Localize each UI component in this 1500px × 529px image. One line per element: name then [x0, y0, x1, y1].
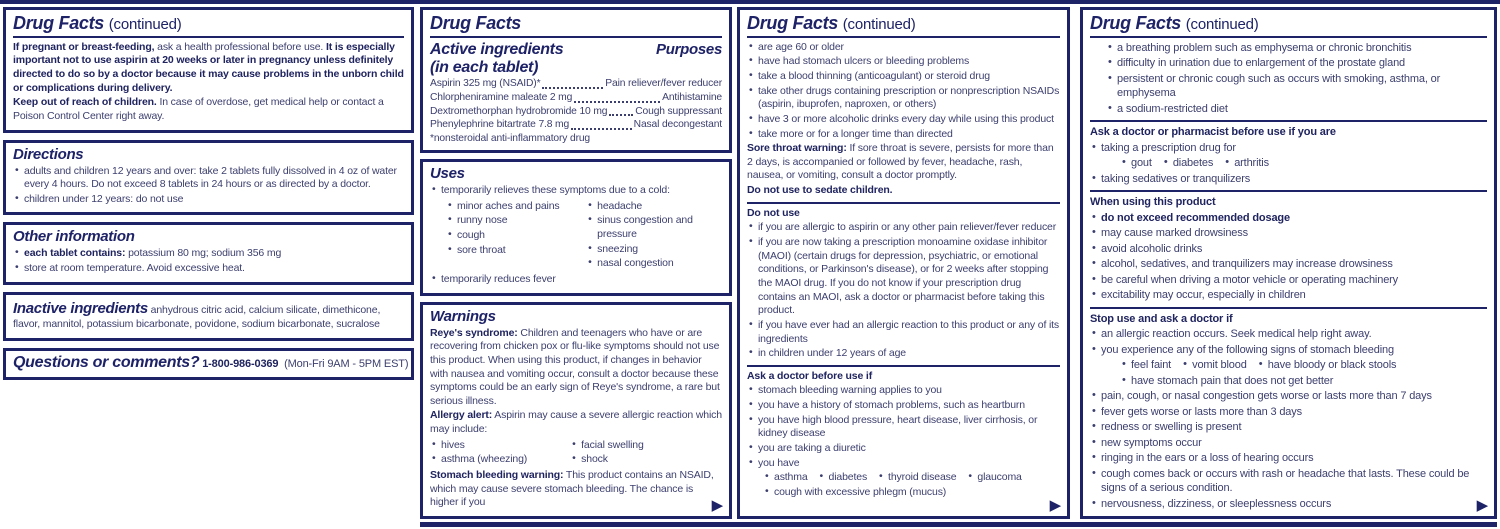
list-item: • if you are allergic to aspirin or any other pain reliever/fever reducer — [747, 221, 1060, 235]
panel3-box — [737, 7, 1070, 519]
list-item: • you experience any of the following signs of stomach bleeding — [1090, 343, 1487, 358]
bottom-edge-bar — [420, 522, 1497, 527]
panel-2 — [420, 7, 732, 519]
purposes-heading: Purposes — [656, 40, 722, 58]
list-item: • thyroid disease — [877, 471, 956, 485]
list-item: • pain, cough, or nasal congestion gets worse or lasts more than 7 days — [1090, 389, 1487, 404]
uses-heading: Uses — [430, 165, 465, 183]
conditions-continued-list — [1106, 41, 1487, 117]
panel3-title-suffix: (continued) — [842, 16, 916, 33]
reyes-syndrome-text: Reye's syndrome: Children and teenagers who have or are recovering from chicken pox or flu-like symptoms should not use this product. When using this product, if changes in behavior with nausea and vomiting occur, consult a doctor because these symptoms could be an early sign of Reye's syndrome, a rare but serious illness. — [430, 326, 720, 407]
allergy-col2 — [570, 438, 722, 468]
dotted-leader — [542, 87, 603, 89]
list-item: • take more or for a longer time than directed — [747, 128, 1060, 142]
list-item: • a sodium-restricted diet — [1106, 102, 1487, 117]
list-item: • have bloody or black stools — [1257, 358, 1397, 372]
list-item: • sneezing — [586, 243, 722, 257]
section-rule — [1090, 307, 1487, 309]
stop-use-list-a — [1090, 327, 1487, 357]
list-item: • headache — [586, 200, 722, 214]
drug-inline-list — [1120, 156, 1487, 170]
bleeding-risk-list — [747, 41, 1060, 141]
active-ingredients-heading: Active ingredients (in each tablet) — [430, 40, 564, 77]
questions-line: Questions or comments? 1-800-986-0369 (Mon-Fri 9AM - 5PM EST) — [13, 353, 409, 371]
panel-4 — [1080, 7, 1497, 519]
list-item: • temporarily reduces fever — [430, 273, 722, 287]
title-rule — [747, 36, 1060, 38]
ingredient-row: Phenylephrine bitartrate 7.8 mg Nasal decongestant — [430, 119, 722, 131]
stomach-bleeding-warning-text: Stomach bleeding warning: This product contains an NSAID, which may cause severe stomach bleeding. The chance is higher if you — [430, 469, 714, 509]
allergy-symptom-columns — [430, 438, 722, 468]
list-item: • avoid alcoholic drinks — [1090, 242, 1487, 257]
list-item: • feel faint — [1120, 358, 1171, 372]
bleeding-signs-extra — [1120, 374, 1487, 389]
list-item: • cough — [446, 229, 586, 243]
panel-1 — [3, 7, 414, 380]
list-item: • diabetes — [1162, 156, 1213, 170]
ask-doctor-list — [747, 384, 1060, 470]
do-not-use-list — [747, 221, 1060, 360]
list-item: • nervousness, dizziness, or sleeplessness occurs — [1090, 497, 1487, 512]
ask-doctor-heading: Ask a doctor before use if — [747, 369, 873, 382]
dotted-leader — [571, 128, 632, 130]
panel1-title: Drug Facts (continued) — [13, 13, 182, 33]
directions-list — [13, 165, 404, 207]
list-item: • fever gets worse or lasts more than 3 days — [1090, 405, 1487, 420]
list-item: • you have — [747, 457, 1060, 471]
symptoms-col2 — [586, 199, 722, 272]
title-rule — [1090, 36, 1487, 38]
section-rule — [1090, 120, 1487, 122]
list-item: • have 3 or more alcoholic drinks every day while using this product — [747, 113, 1060, 127]
conditions-extra — [763, 486, 1060, 500]
section-rule — [747, 365, 1060, 367]
list-item: • diabetes — [818, 471, 868, 485]
list-item: • if you are now taking a prescription monoamine oxidase inhibitor (MAOI) (certain drugs for depression, psychiatric, or emotional conditions, or Parkinson's disease), or for 2 weeks after stopping the MAOI drug. If you do not know if your prescription drug contains an MAOI, ask a doctor or pharmacist before taking this product. — [747, 236, 1060, 318]
stop-use-list-b — [1090, 389, 1488, 514]
uses-intro — [430, 184, 722, 198]
list-item: • nasal congestion — [586, 257, 722, 271]
continue-arrow-icon: ▶ — [711, 497, 723, 514]
top-edge-bar — [0, 0, 1500, 4]
bleeding-signs-inline-list — [1120, 358, 1487, 372]
warnings-heading: Warnings — [430, 307, 496, 325]
stop-use-heading: Stop use and ask a doctor if — [1090, 312, 1233, 325]
inactive-ingredients-heading: Inactive ingredients — [13, 299, 148, 317]
list-item: • vomit blood — [1181, 358, 1247, 372]
list-item: • taking sedatives or tranquilizers — [1090, 172, 1487, 187]
list-item: • each tablet contains: potassium 80 mg; sodium 356 mg — [13, 247, 404, 261]
ingredient-row: Chlorpheniramine maleate 2 mg Antihistamine — [430, 92, 722, 104]
title-rule — [13, 36, 404, 38]
list-item: • persistent or chronic cough such as occurs with smoking, asthma, or emphysema — [1106, 72, 1487, 101]
list-item: • sore throat — [446, 244, 586, 258]
list-item: • you are taking a diuretic — [747, 442, 1060, 456]
list-item: • take other drugs containing prescription or nonprescription NSAIDs (aspirin, ibuprofen, naproxen, or others) — [747, 85, 1060, 112]
allergy-col1 — [430, 438, 570, 468]
list-item: • redness or swelling is present — [1090, 420, 1487, 435]
panel1-title-suffix: (continued) — [108, 16, 182, 33]
list-item: • runny nose — [446, 214, 586, 228]
allergy-alert-text: Allergy alert: Aspirin may cause a severe allergic reaction which may include: — [430, 409, 722, 436]
list-item: • in children under 12 years of age — [747, 347, 1060, 361]
panel4-title: Drug Facts (continued) — [1090, 13, 1259, 33]
list-item: • adults and children 12 years and over: take 2 tablets fully dissolved in 4 oz of water every 4 hours. Do not exceed 8 tablets in 24 hours or as directed by a doctor. — [13, 165, 404, 192]
panel-3 — [737, 7, 1070, 519]
nsaid-footnote: *nonsteroidal anti-inflammatory drug — [430, 132, 591, 144]
dotted-leader — [574, 101, 660, 103]
questions-box — [3, 348, 414, 380]
list-item: • stomach bleeding warning applies to you — [747, 384, 1060, 398]
list-item: • an allergic reaction occurs. Seek medical help right away. — [1090, 327, 1487, 342]
phone-number: 1-800-986-0369 — [202, 357, 279, 370]
pregnancy-warning-text: If pregnant or breast-feeding, ask a health professional before use. It is especially important not to use aspirin at 20 weeks or later in pregnancy unless definitely directed to do so by a doctor because it may cause problems in the unborn child or complications during delivery. — [13, 40, 404, 94]
when-using-list — [1090, 211, 1487, 303]
panel4-title-suffix: (continued) — [1185, 16, 1259, 33]
directions-heading: Directions — [13, 145, 84, 163]
uses-box — [420, 159, 732, 295]
list-item: • children under 12 years: do not use — [13, 193, 404, 207]
symptoms-columns — [430, 199, 722, 272]
conditions-inline-list — [763, 471, 1060, 485]
list-item: • asthma — [763, 471, 808, 485]
inactive-ingredients-box — [3, 292, 414, 341]
list-item: • may cause marked drowsiness — [1090, 226, 1487, 241]
list-item: • alcohol, sedatives, and tranquilizers may increase drowsiness — [1090, 257, 1487, 272]
list-item: • do not exceed recommended dosage — [1090, 211, 1487, 226]
list-item: • cough comes back or occurs with rash or headache that lasts. These could be signs of a serious condition. — [1090, 467, 1487, 496]
list-item: • store at room temperature. Avoid excessive heat. — [13, 262, 404, 276]
continue-arrow-icon: ▶ — [1049, 497, 1061, 514]
ingredient-row: Aspirin 325 mg (NSAID)* Pain reliever/fever reducer — [430, 78, 722, 90]
list-item: • sinus congestion and pressure — [586, 214, 722, 241]
title-rule — [430, 36, 722, 38]
panel4-box — [1080, 7, 1497, 519]
list-item: • difficulty in urination due to enlargement of the prostate gland — [1106, 56, 1487, 71]
section-rule — [1090, 190, 1487, 192]
warnings-box — [420, 302, 732, 519]
list-item: • hives — [430, 439, 570, 453]
do-not-use-heading: Do not use — [747, 206, 800, 219]
uses-outro — [430, 273, 722, 287]
list-item: • cough with excessive phlegm (mucus) — [763, 486, 1060, 500]
list-item: • be careful when driving a motor vehicle or operating machinery — [1090, 273, 1487, 288]
list-item: • glaucoma — [966, 471, 1021, 485]
list-item: • you have a history of stomach problems, such as heartburn — [747, 399, 1060, 413]
list-item: • excitability may occur, especially in children — [1090, 288, 1487, 303]
list-item: • have stomach pain that does not get better — [1120, 374, 1487, 389]
phone-hours: (Mon-Fri 9AM - 5PM EST) — [284, 357, 409, 370]
list-item: • asthma (wheezing) — [430, 453, 570, 467]
continue-arrow-icon: ▶ — [1476, 497, 1488, 514]
ask-pharmacist-heading: Ask a doctor or pharmacist before use if you are — [1090, 126, 1336, 139]
list-item: • a breathing problem such as emphysema or chronic bronchitis — [1106, 41, 1487, 56]
ask-pharmacist-list2 — [1090, 172, 1487, 187]
panel3-title: Drug Facts (continued) — [747, 13, 916, 33]
when-using-heading: When using this product — [1090, 196, 1216, 209]
list-item: • gout — [1120, 156, 1152, 170]
other-information-box — [3, 222, 414, 284]
list-item: • are age 60 or older — [747, 41, 1060, 55]
panel2-title: Drug Facts — [430, 13, 522, 33]
ingredient-row: Dextromethorphan hydrobromide 10 mg Cough suppressant — [430, 105, 722, 117]
sedate-children-text: Do not use to sedate children. — [747, 184, 893, 197]
directions-box — [3, 140, 414, 216]
list-item: • take a blood thinning (anticoagulant) or steroid drug — [747, 70, 1060, 84]
keep-out-of-reach-text: Keep out of reach of children. In case of overdose, get medical help or contact a Poison Control Center right away. — [13, 96, 384, 122]
list-item: • minor aches and pains — [446, 200, 586, 214]
list-item: • you have high blood pressure, heart disease, liver cirrhosis, or kidney disease — [747, 414, 1060, 441]
list-item: • new symptoms occur — [1090, 436, 1487, 451]
list-item: • arthritis — [1223, 156, 1269, 170]
list-item: • taking a prescription drug for — [1090, 141, 1487, 156]
symptoms-col1 — [446, 199, 586, 272]
sore-throat-warning-text: Sore throat warning: If sore throat is severe, persists for more than 2 days, is accompanied or followed by fever, headache, rash, nausea, or vomiting, consult a doctor promptly. — [747, 142, 1054, 182]
list-item: • temporarily relieves these symptoms due to a cold: — [430, 184, 722, 198]
panel1-header-box — [3, 7, 414, 133]
list-item: • if you have ever had an allergic reaction to this product or any of its ingredients — [747, 319, 1060, 346]
list-item: • facial swelling — [570, 439, 722, 453]
list-item: • shock — [570, 453, 722, 467]
list-item: • have had stomach ulcers or bleeding problems — [747, 55, 1060, 69]
other-information-list — [13, 247, 404, 275]
ask-pharmacist-list — [1090, 141, 1487, 156]
active-ingredients-header — [430, 41, 722, 78]
active-ingredients-box — [420, 7, 732, 153]
list-item: • ringing in the ears or a loss of hearing occurs — [1090, 451, 1487, 466]
dotted-leader — [609, 114, 633, 116]
other-information-heading: Other information — [13, 228, 135, 246]
section-rule — [747, 202, 1060, 204]
inactive-ingredients-text: Inactive ingredients anhydrous citric acid, calcium silicate, dimethicone, flavor, mannitol, potassium bicarbonate, povidone, sodium bicarbonate, sucralose — [13, 299, 381, 331]
